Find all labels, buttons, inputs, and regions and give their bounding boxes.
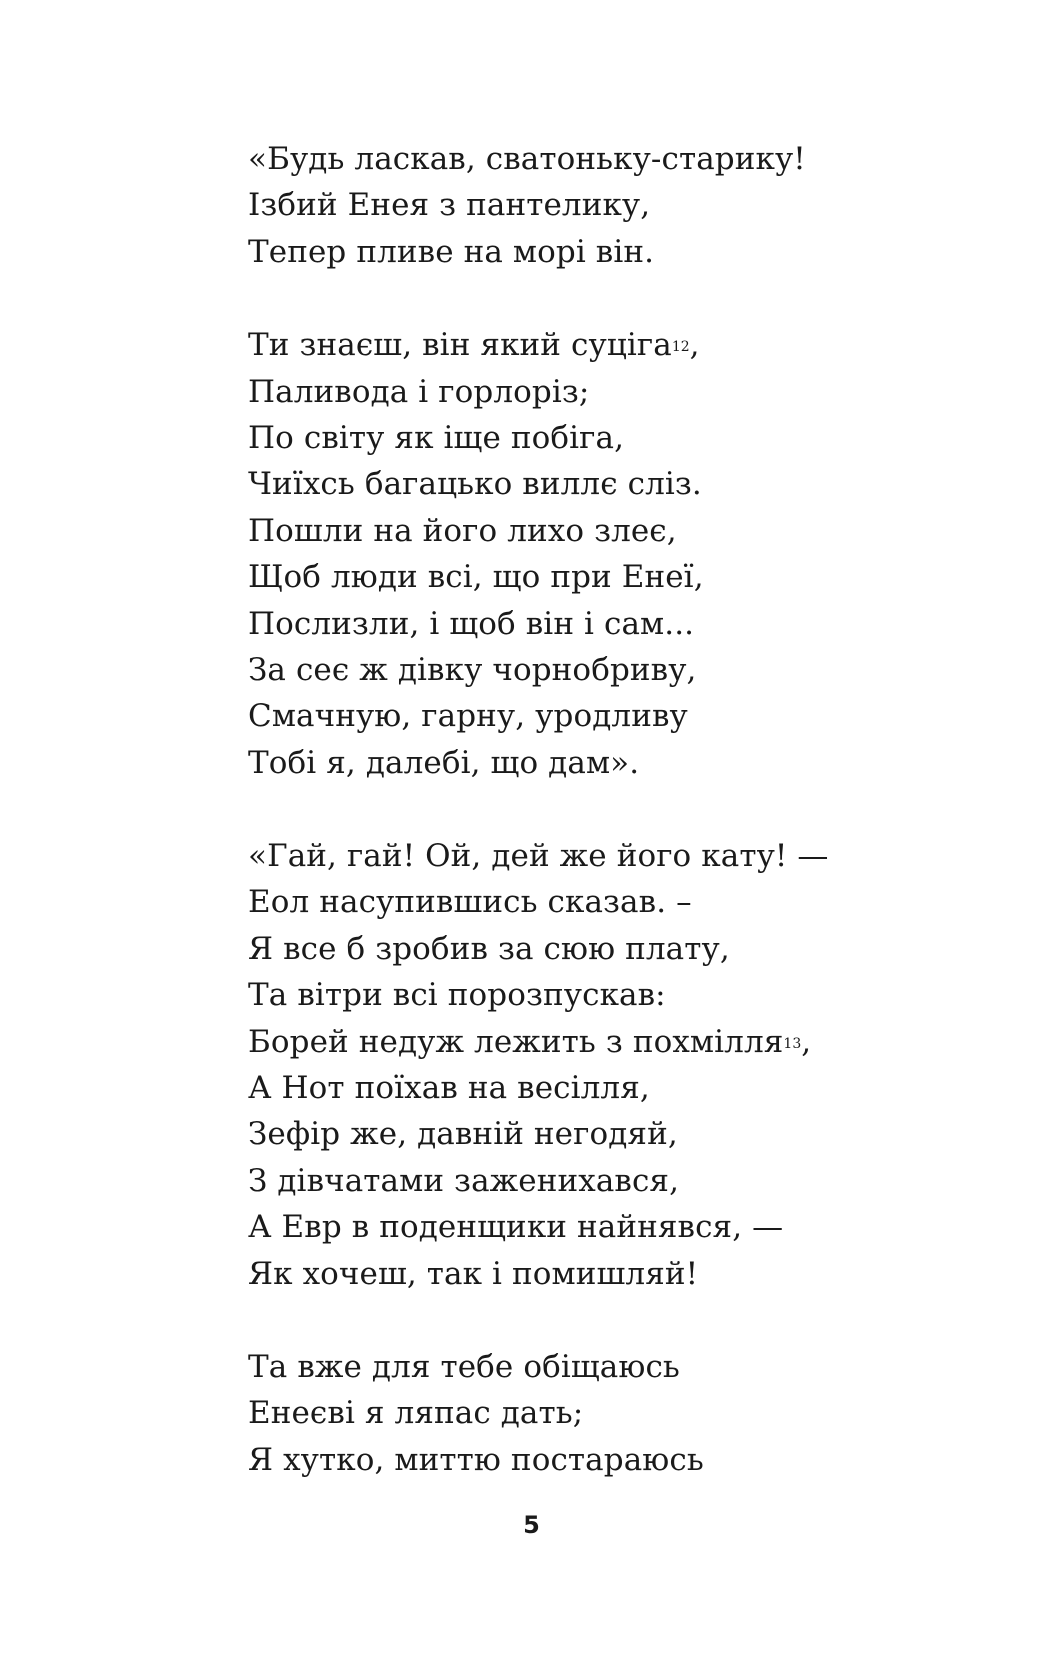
poem-line: Еол насупившись сказав. –	[248, 884, 692, 921]
poem-line: Тепер пливе на морі він.	[248, 233, 655, 270]
poem-line: Чиїхсь багацько виллє сліз.	[248, 466, 702, 503]
poem-line: Послизли, і щоб він і сам...	[248, 605, 695, 642]
poem-line: Паливода і горлоріз;	[248, 373, 590, 410]
stanza-2	[248, 322, 1028, 786]
poem-line-punctuation: ,	[689, 327, 700, 364]
poem-line: Ізбий Енея з пантелику,	[248, 187, 651, 224]
stanza-3	[248, 833, 1028, 1297]
poem-line: Як хочеш, так і помишляй!	[248, 1255, 699, 1292]
poem-text	[248, 136, 1028, 1483]
poem-line: А Нот поїхав на весілля,	[248, 1070, 650, 1107]
poem-line: Я хутко, миттю постараюсь	[248, 1441, 704, 1478]
poem-line: «Будь ласкав, сватоньку-старику!	[248, 141, 806, 177]
page-number: 5	[523, 1511, 540, 1539]
stanza-4	[248, 1344, 1028, 1483]
poem-line: Я все б зробив за сюю плату,	[248, 930, 730, 967]
poem-line-punctuation: ,	[801, 1023, 812, 1060]
footnote-marker[interactable]: 12	[671, 339, 690, 356]
poem-line: З дівчатами заженихався,	[248, 1162, 680, 1199]
poem-line: По світу як іще побіга,	[248, 419, 625, 456]
poem-line: «Гай, гай! Ой, дей же його кату! —	[248, 838, 829, 875]
poem-line: За сеє ж дівку чорнобриву,	[248, 651, 697, 688]
poem-line: Енеєві я ляпас дать;	[248, 1395, 584, 1432]
poem-line	[248, 322, 1028, 368]
poem-line	[248, 1019, 1028, 1065]
poem-line: Та вже для тебе обіщаюсь	[248, 1348, 680, 1385]
poem-line: А Евр в поденщики найнявся, —	[248, 1209, 784, 1246]
stanza-1	[248, 136, 1028, 275]
poem-line: Та вітри всі порозпускав:	[248, 977, 666, 1014]
footnote-marker[interactable]: 13	[783, 1035, 802, 1052]
poem-line: Смачную, гарну, уродливу	[248, 698, 688, 735]
poem-line-text: Ти знаєш, він який суціга	[248, 327, 672, 364]
poem-line: Тобі я, далебі, що дам».	[248, 744, 640, 781]
poem-line: Пошли на його лихо злеє,	[248, 512, 677, 549]
poem-line-text: Борей недуж лежить з похмілля	[248, 1023, 784, 1060]
poem-line: Щоб люди всі, що при Енеї,	[248, 559, 704, 596]
poem-line: Зефір же, давній негодяй,	[248, 1116, 678, 1153]
